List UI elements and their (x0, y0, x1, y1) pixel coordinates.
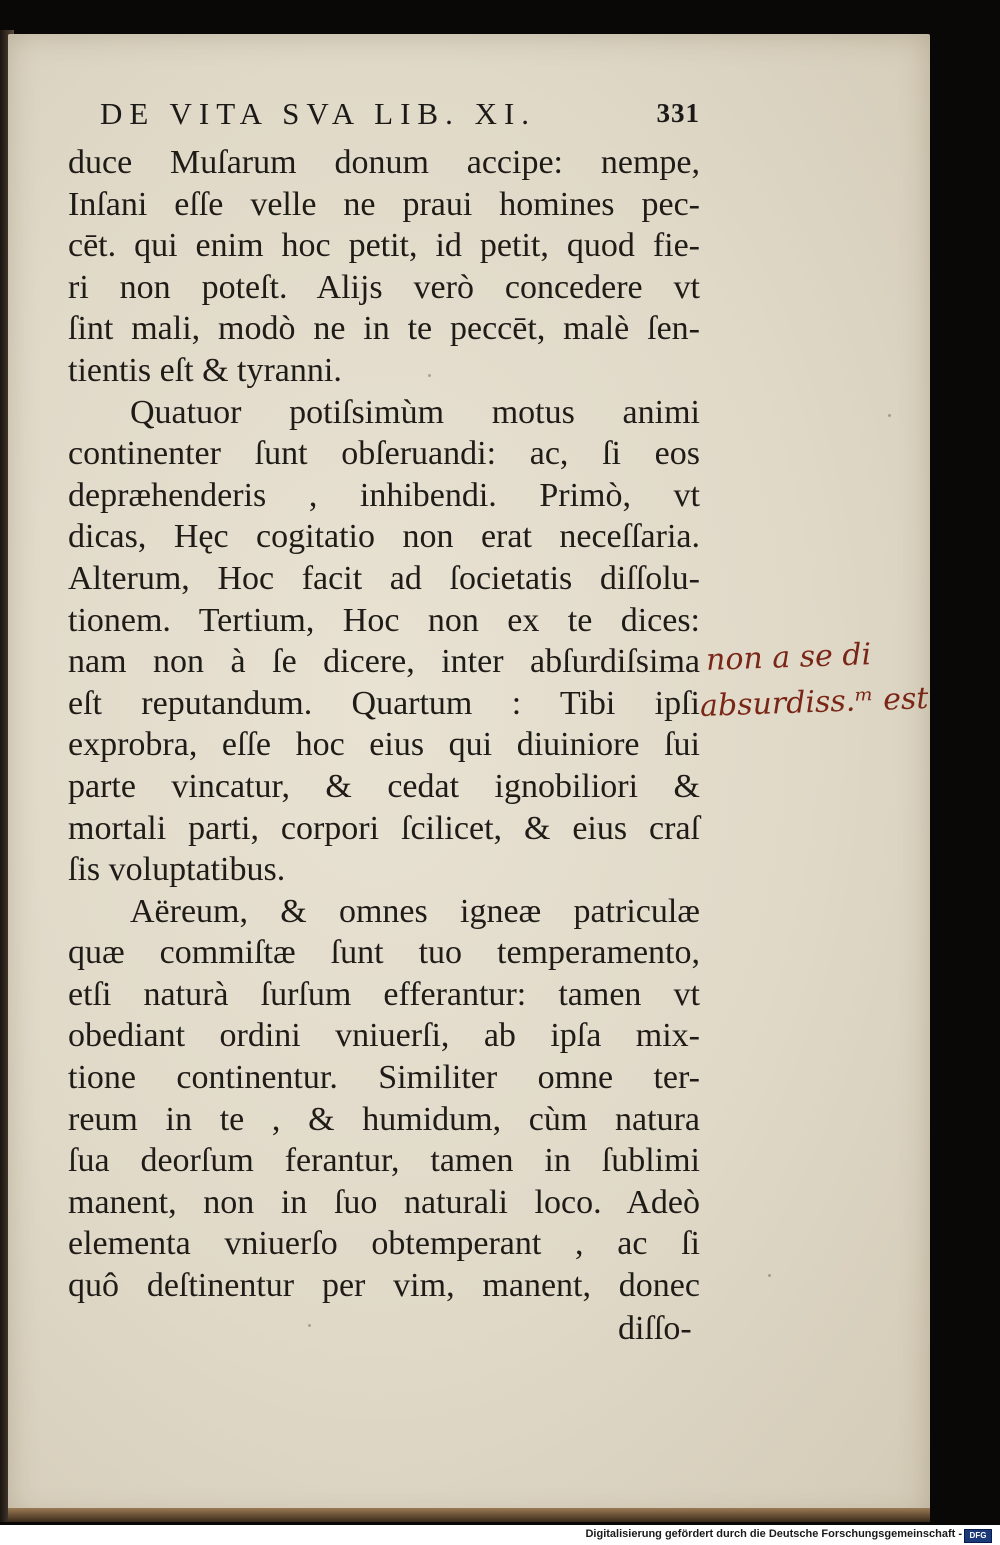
dfg-logo-icon: DFG (964, 1529, 992, 1543)
text-line: ſua deorſum ferantur, tamen in ſublimi (68, 1142, 700, 1180)
paper-speck (308, 1324, 311, 1327)
text-line: tione continentur. Similiter omne ter- (68, 1059, 700, 1097)
text-line: exprobra, eſſe hoc eius qui diuiniore ſui (68, 726, 700, 764)
text-line: tientis eſt & tyranni. (68, 351, 342, 389)
text-line: reum in te , & humidum, cùm natura (68, 1100, 700, 1138)
margin-annotation: non a se di (705, 637, 872, 678)
text-line: Aëreum, & omnes igneæ patriculæ (130, 892, 700, 930)
running-title: DE VITA SVA LIB. XI. (100, 96, 537, 131)
text-line: ſis voluptatibus. (68, 851, 286, 889)
digitization-footer (0, 1525, 1000, 1545)
page-bottom-edge (8, 1508, 930, 1522)
text-line: cēt. qui enim hoc petit, id petit, quod fie- (68, 227, 700, 265)
margin-annotation: absurdiss.ᵐ est (699, 681, 929, 724)
text-line: duce Muſarum donum accipe: nempe, (68, 144, 700, 181)
running-head (100, 96, 700, 136)
text-line: dicas, Hęc cogitatio non erat neceſſaria. (68, 518, 700, 556)
paper-speck (888, 414, 891, 417)
text-line: mortali parti, corpori ſcilicet, & eius craſ (68, 809, 700, 847)
text-line: nam non à ſe dicere, inter abſurdiſsima (68, 643, 700, 681)
text-line: obediant ordini vniuerſi, ab ipſa mix- (68, 1017, 700, 1055)
text-line: Quatuor potiſsimùm motus animi (130, 393, 700, 431)
paper-speck (768, 1274, 771, 1277)
text-line: quæ commiſtæ ſunt tuo temperamento, (68, 934, 700, 972)
footer-credit: Digitalisierung gefördert durch die Deutsche Forschungsgemeinschaft - (585, 1528, 962, 1540)
text-line: ri non poteſt. Alijs verò concedere vt (68, 268, 700, 306)
text-line: manent, non in ſuo naturali loco. Adeò (68, 1183, 700, 1221)
catchword: diſſo- (618, 1310, 692, 1347)
text-line: eſt reputandum. Quartum : Tibi ipſi (68, 684, 700, 722)
text-line: parte vincatur, & cedat ignobiliori & (68, 767, 700, 805)
body-text (68, 142, 700, 1307)
page-number: 331 (656, 98, 700, 128)
text-line: Inſani eſſe velle ne praui homines pec- (68, 185, 700, 223)
text-line: depræhenderis , inhibendi. Primò, vt (68, 476, 700, 514)
text-line: Alterum, Hoc facit ad ſocietatis diſſolu- (68, 559, 700, 597)
text-line: elementa vniuerſo obtemperant , ac ſi (68, 1225, 700, 1263)
text-line: etſi naturà ſurſum efferantur: tamen vt (68, 975, 700, 1013)
text-line: quô deſtinentur per vim, manent, donec (68, 1267, 700, 1305)
text-line: ſint mali, modò ne in te peccēt, malè ſen- (68, 310, 700, 348)
text-line: tionem. Tertium, Hoc non ex te dices: (68, 601, 700, 639)
text-line: continenter ſunt obſeruandi: ac, ſi eos (68, 435, 700, 473)
